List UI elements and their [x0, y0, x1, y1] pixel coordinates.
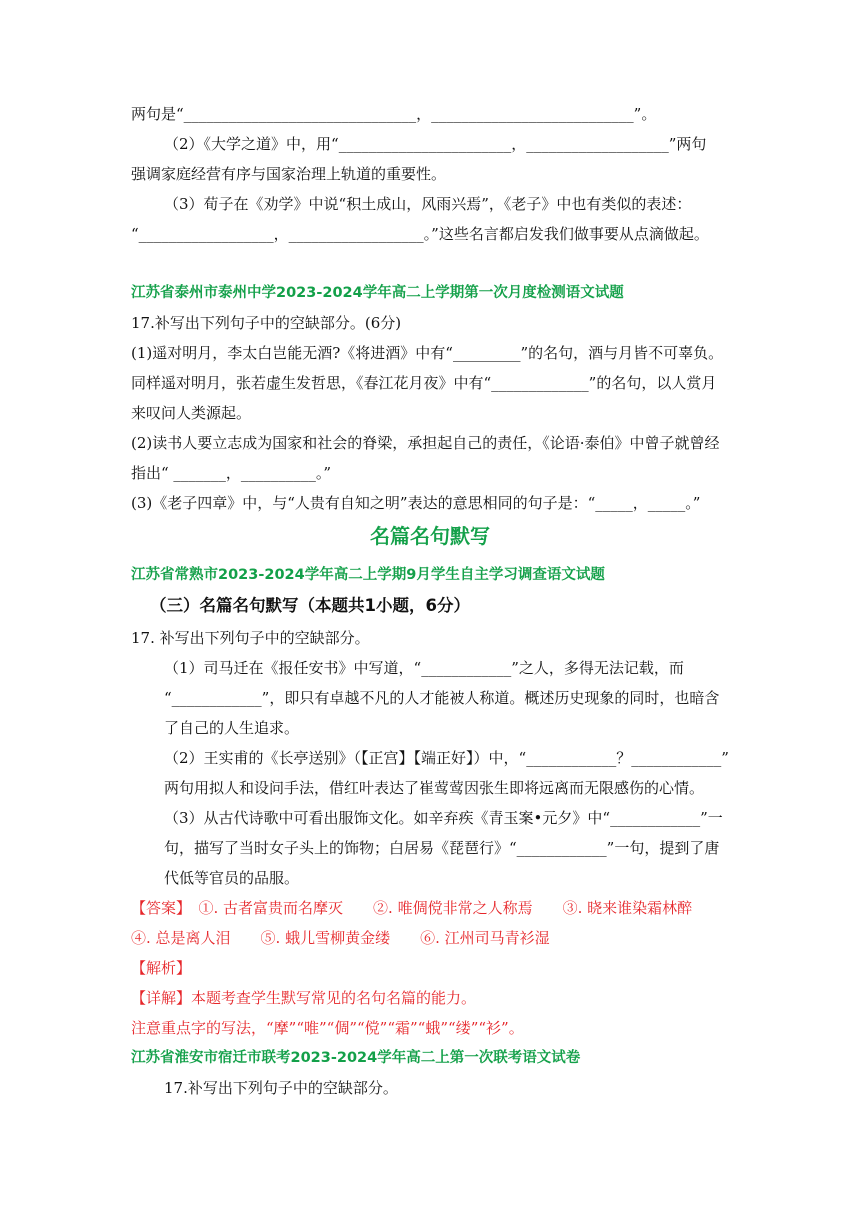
question-title: 17. 补写出下列句子中的空缺部分。 — [131, 629, 370, 647]
text-line: （1）司马迁在《报任安书》中写道，“____________”之人，多得无法记载，而 — [164, 659, 684, 677]
text-line: 同样遥对明月，张若虚生发哲思，《春江花月夜》中有“_____________”的名句，以人赏月 — [131, 374, 717, 392]
text-line: (1)遥对明月，李太白岂能无酒?《将进酒》中有“_________”的名句，酒与月皆不可辜负。 — [131, 344, 724, 362]
text-line: 句，描写了当时女子头上的饰物；白居易《琵琶行》“____________”一句，提到了唐 — [164, 839, 720, 857]
text-line: 两句是“_______________________________，___________________________”。 — [131, 105, 657, 123]
question-title: 17.补写出下列句子中的空缺部分。(6分) — [131, 314, 402, 332]
text-line: 来叹问人类源起。 — [131, 404, 252, 422]
text-line: （2）王实甫的《长亭送别》（【正宫】【端正好】）中，“____________？____________” — [164, 749, 729, 767]
answer-line: ④. 总是离人泪 ⑤. 蛾儿雪柳黄金缕 ⑥. 江州司马青衫湿 — [131, 929, 550, 947]
text-line: “____________”，即只有卓越不凡的人才能被人称道。概述历史现象的同时，也暗含 — [164, 689, 720, 707]
text-line: 强调家庭经营有序与国家治理上轨道的重要性。 — [131, 165, 447, 183]
text-line: （2）《大学之道》中，用“_______________________，___________________”两句 — [164, 135, 707, 153]
subsection-heading: （三）名篇名句默写（本题共1小题，6分） — [150, 596, 470, 615]
exam-source-title: 江苏省泰州市泰州中学2023-2024学年高二上学期第一次月度检测语文试题 — [131, 285, 624, 301]
text-line: (3)《老子四章》中，与“人贵有自知之明”表达的意思相同的句子是：“_____，_____。” — [131, 494, 701, 512]
analysis-label: 【解析】 — [131, 959, 192, 977]
detail-line: 【详解】本题考查学生默写常见的名句名篇的能力。 — [131, 989, 477, 1007]
text-line: （3）荀子在《劝学》中说“积土成山，风雨兴焉”，《老子》中也有类似的表述： — [164, 195, 692, 213]
text-line: “__________________，__________________。”这些名言都启发我们做事要从点滴做起。 — [131, 225, 709, 243]
section-heading: 名篇名句默写 — [370, 524, 490, 548]
text-line: 代低等官员的品服。 — [164, 869, 300, 887]
exam-source-title: 江苏省淮安市宿迁市联考2023-2024学年高二上第一次联考语文试卷 — [131, 1050, 581, 1066]
exam-source-title: 江苏省常熟市2023-2024学年高二上学期9月学生自主学习调查语文试题 — [131, 567, 605, 583]
answer-line: 【答案】 ①. 古者富贵而名摩灭 ②. 唯倜傥非常之人称焉 ③. 晓来谁染霜林醉 — [131, 899, 693, 917]
text-line: 两句用拟人和设问手法，借红叶表达了崔莺莺因张生即将远离而无限感伤的心情。 — [164, 779, 705, 797]
text-line: (2)读书人要立志成为国家和社会的脊梁，承担起自己的责任，《论语·泰伯》中曾子就曾经 — [131, 434, 720, 452]
text-line: （3）从古代诗歌中可看出服饰文化。如辛弃疾《青玉案•元夕》中“____________”一 — [164, 809, 723, 827]
text-line: 指出“ _______，__________。” — [131, 464, 332, 482]
question-title: 17.补写出下列句子中的空缺部分。 — [164, 1079, 398, 1097]
text-line: 了自己的人生追求。 — [164, 719, 300, 737]
note-line: 注意重点字的写法，“摩”“唯”“倜”“傥”“霜”“蛾”“缕”“衫”。 — [131, 1019, 524, 1037]
